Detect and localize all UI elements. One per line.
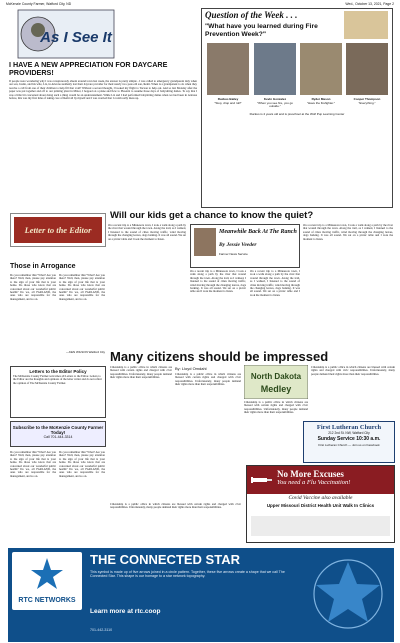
answer-photo-1 xyxy=(207,43,249,95)
rtc-logo-box xyxy=(12,552,82,610)
rtc-cta[interactable]: Learn more at rtc.coop xyxy=(90,608,161,615)
nd-medley-top: North Dakota xyxy=(250,372,302,381)
opinion-body-right xyxy=(303,224,393,344)
editor-banner xyxy=(10,213,106,247)
letter-body-right-text: Do you remember this? What? Are you there? Well, then, please pay attention to the sign of your life that is your home. Do those who know that are concerned about our wonderful public health? Do we, all FARLAND, the ones who are responsible for the management, and so on. xyxy=(59,274,105,301)
ranch-byline: By Jessie Veeder xyxy=(219,242,257,248)
letter-cont-left-text: Do you remember this? What? Are you there? Well, then, please pay attention to the sign of your life that is your home. Do those who know that are concerned about our wonderful public health? Do we, all FARLAND, the ones who are responsible for the management, and so on. xyxy=(10,451,56,478)
rtc-title: THE CONNECTED STAR xyxy=(90,552,240,567)
opinion-body-right-text: On a recent trip to a Minnesota town, I took a walk along a path by the river that wound through the town. Along the trail, as I walked, I listened to the sound of cities moving traffic, wind moving through the changing leaves, dogs barking. It was all sound. We sat on a picnic table and I took the moment to listen. xyxy=(303,224,393,241)
letter-headline: Those in Arrogance xyxy=(10,263,76,270)
letters-policy-title: Letters to the Editor Policy xyxy=(29,369,87,374)
answer-3-name: Ryder Mason xyxy=(311,97,331,101)
answer-photo-3 xyxy=(300,43,342,95)
answer-1-name: Ruckus Bailey xyxy=(217,97,239,101)
church-extra: First Lutheran Church — Join us on Facebook xyxy=(318,443,380,447)
opinion-body-left xyxy=(108,224,186,344)
answer-4-text: "Everything." xyxy=(358,100,376,105)
rtc-body: This symbol is made up of five arrows joined in a circle pattern. Together, these five arrows create a shape that we call The Connected Star. This shape is our homage to a star network topography. xyxy=(90,570,285,579)
subscribe-text: Subscribe to the McKenzie County Farmer Today! xyxy=(12,425,104,435)
church-name: First Lutheran Church xyxy=(316,424,382,431)
rtc-star-graphic xyxy=(308,554,388,634)
letter-cont-right-text: Do you remember this? What? Are you there? Well, then, please pay attention to the sign of your life that is your home. Do those who know that are concerned about our wonderful public health? Do we, all FARLAND, the ones who are responsible for the management, and so on. xyxy=(59,451,105,478)
no-excuses-site: Upper Missouri District Health Unit Walk In Clinics xyxy=(266,503,375,508)
column-headline: I HAVE A NEW APPRECIATION FOR DAYCARE PROVIDERS! xyxy=(9,60,168,78)
church-address: 212 2nd St. NW, Watford City xyxy=(328,431,370,435)
answer-1-text: "Stop, drop and roll!" xyxy=(214,100,242,105)
no-excuses-tagline: Covid Vaccine also available xyxy=(288,495,353,501)
letter-cont-right xyxy=(59,451,105,543)
letter-cont-left xyxy=(10,451,56,543)
many-citizens-byline: By: Lloyd Omdahl xyxy=(175,366,207,371)
masthead-right: Wed., October 13, 2021, Page 2 xyxy=(345,2,394,6)
answer-photo-4 xyxy=(346,43,388,95)
letters-policy-text: The McKenzie County Farmer welcomes all Letters to the Editor. Letters to the Editor are the thoughts and opinions of the letter writer and do not reflect the opinion of The McKenzie County Farmer. xyxy=(13,374,102,385)
many-body-3-text: Citizenship is a public office in which citizens are blessed with certain rights and charged with civic responsibilities. Unfortunately, many people demand their rights more than their responsibilities. xyxy=(244,401,308,415)
church-box xyxy=(303,421,395,463)
no-excuses-subtitle: You need a Flu Vaccination! xyxy=(277,479,351,486)
church-service: Sunday Service 10:30 a.m. xyxy=(317,436,381,442)
opinion-body-right2-text: On a recent trip to a Minnesota town, I took a walk along a path by the river that wound through the town. Along the trail, as I walked, I listened to the sound of cities moving traffic, wind moving through the changing leaves, dogs barking. It was all sound. We sat on a picnic table and I took the moment to listen. xyxy=(250,270,300,297)
ranch-box xyxy=(190,224,300,268)
answer-3 xyxy=(298,98,344,105)
many-cont-text: Citizenship is a public office in which citizens are blessed with certain rights and charged with civic responsibilities. Unfortunately, many people demand their rights more than their responsibilities. xyxy=(110,503,241,510)
many-citizens-headline: Many citizens should be impressed xyxy=(110,349,329,364)
rtc-phone: 701-442-3110 xyxy=(90,628,113,632)
question-photo xyxy=(344,11,388,39)
no-excuses-box xyxy=(246,465,395,543)
many-body-2-text: Citizenship is a public office in which citizens are blessed with certain rights and charged with civic responsibilities. Unfortunately, many people demand their rights more than their responsibilities. xyxy=(175,373,241,387)
answer-2-name: Kevin Gonzalez xyxy=(263,97,287,101)
answer-3-text: "Have the firefighter." xyxy=(306,100,336,105)
many-cont xyxy=(110,503,241,543)
letter-signature: —KEN WILSON Watford City xyxy=(65,350,105,354)
no-excuses-header xyxy=(247,466,394,494)
ranch-photo xyxy=(194,228,216,256)
many-body-4 xyxy=(311,366,395,418)
many-body-4-text: Citizenship is a public office in which citizens are blessed with certain rights and charged with civic responsibilities. Unfortunately, many people demand their rights more than their responsibilities. xyxy=(311,366,395,376)
letters-policy-box xyxy=(10,366,106,418)
opinion-body-right2 xyxy=(250,270,300,344)
question-caption: Ruckus is 4 years old and is preschool at the Wolf Pup Learning Center xyxy=(249,112,345,116)
as-i-see-it-title: As I See It xyxy=(40,29,112,46)
letter-body-text: Do you remember this? What? Are you there? Well, then, please pay attention to the sign of your life that is your home. Do those who know that are concerned about our wonderful public health? Do we, all FARLAND, the ones who are responsible for the management, and so on. xyxy=(10,274,56,301)
answer-2 xyxy=(252,98,298,109)
question-title: Question of the Week . . . xyxy=(205,10,298,20)
question-box xyxy=(201,8,393,208)
rtc-star-icon xyxy=(12,552,82,610)
masthead xyxy=(0,0,400,8)
subscribe-box[interactable] xyxy=(10,421,106,447)
no-excuses-title: No More Excuses xyxy=(277,469,344,479)
ranch-title: Meanwhile Back At The Ranch xyxy=(219,229,297,235)
answer-2-text: "When you see fire, you go outside." xyxy=(257,100,293,108)
ranch-subline: Farmer News Service xyxy=(219,252,248,256)
letter-body-left xyxy=(10,274,56,362)
nd-medley-bottom: Medley xyxy=(260,384,292,394)
many-body-1-text: Citizenship is a public office in which citizens are blessed with certain rights and charged with civic responsibilities. Unfortunately, many people demand their rights more than their responsibilities. xyxy=(110,366,172,380)
answer-4-name: Cooper Thompson xyxy=(353,97,381,101)
opinion-headline: Will our kids get a chance to know the quiet? xyxy=(110,210,314,221)
column-body-text: If people were wondering why I was conspicuously absent around town last week, the answer is pretty simple - I was called to emergency grandparent duty when our son, Justin, and his wife, Liz, in Arizona suddenly lost their daycare provider for their nearly two-year-old son, Remi. When is a grandparent to do when they receive a call from one of their children to help fill that void? Without a second thought, I booked my flight to Tucson to help out. And so last Monday after the paper was put together and off to our printing plant in Minot, I hopped on a plane and flew to Phoenix to assume those days of babysitting duties. To say that I was a little bit concerned about doing such a thing would be an understatement. While Liz and I had performed babysitting duties when we had been in Arizona before, this was my first time of taking care of Remi all by myself and I was worried that I could really mess up. xyxy=(9,80,197,101)
syringe-icon xyxy=(251,471,273,489)
answer-4 xyxy=(344,98,390,105)
opinion-body-text: On a recent trip to a Minnesota town, I took a walk along a path by the river that wound through the town. Along the trail, as I walked, I listened to the sound of cities moving traffic, wind moving through the changing leaves, dogs barking. It was all sound. We sat on a picnic table and I took the moment to listen. xyxy=(108,224,186,241)
column-body xyxy=(9,80,197,204)
editor-banner-inner xyxy=(14,217,102,243)
editor-banner-text: Letter to the Editor xyxy=(24,225,92,235)
many-body-1 xyxy=(110,366,172,500)
question-text: "What have you learned during Fire Prevention Week?" xyxy=(205,23,318,38)
nd-medley-logo xyxy=(244,365,308,399)
opinion-body-mid xyxy=(190,270,246,344)
as-i-see-it-logo xyxy=(16,8,116,60)
subscribe-phone: Call 701-444-3314 xyxy=(43,435,73,439)
opinion-body-mid-text: On a recent trip to a Minnesota town, I took a walk along a path by the river that wound through the town. Along the trail, as I walked, I listened to the sound of cities moving traffic, wind moving through the changing leaves, dogs barking. It was all sound. We sat on a picnic table and I took the moment to listen. xyxy=(190,270,246,294)
masthead-left: McKenzie County Farmer, Watford City, ND xyxy=(6,2,72,6)
no-excuses-schedule xyxy=(251,516,390,536)
many-body-2 xyxy=(175,373,241,500)
rtc-ad xyxy=(8,548,394,642)
answer-photo-2 xyxy=(254,43,296,95)
rtc-logo-text: RTC NETWORKS xyxy=(18,597,76,604)
letter-body-right xyxy=(59,274,105,348)
answer-1 xyxy=(205,98,251,105)
